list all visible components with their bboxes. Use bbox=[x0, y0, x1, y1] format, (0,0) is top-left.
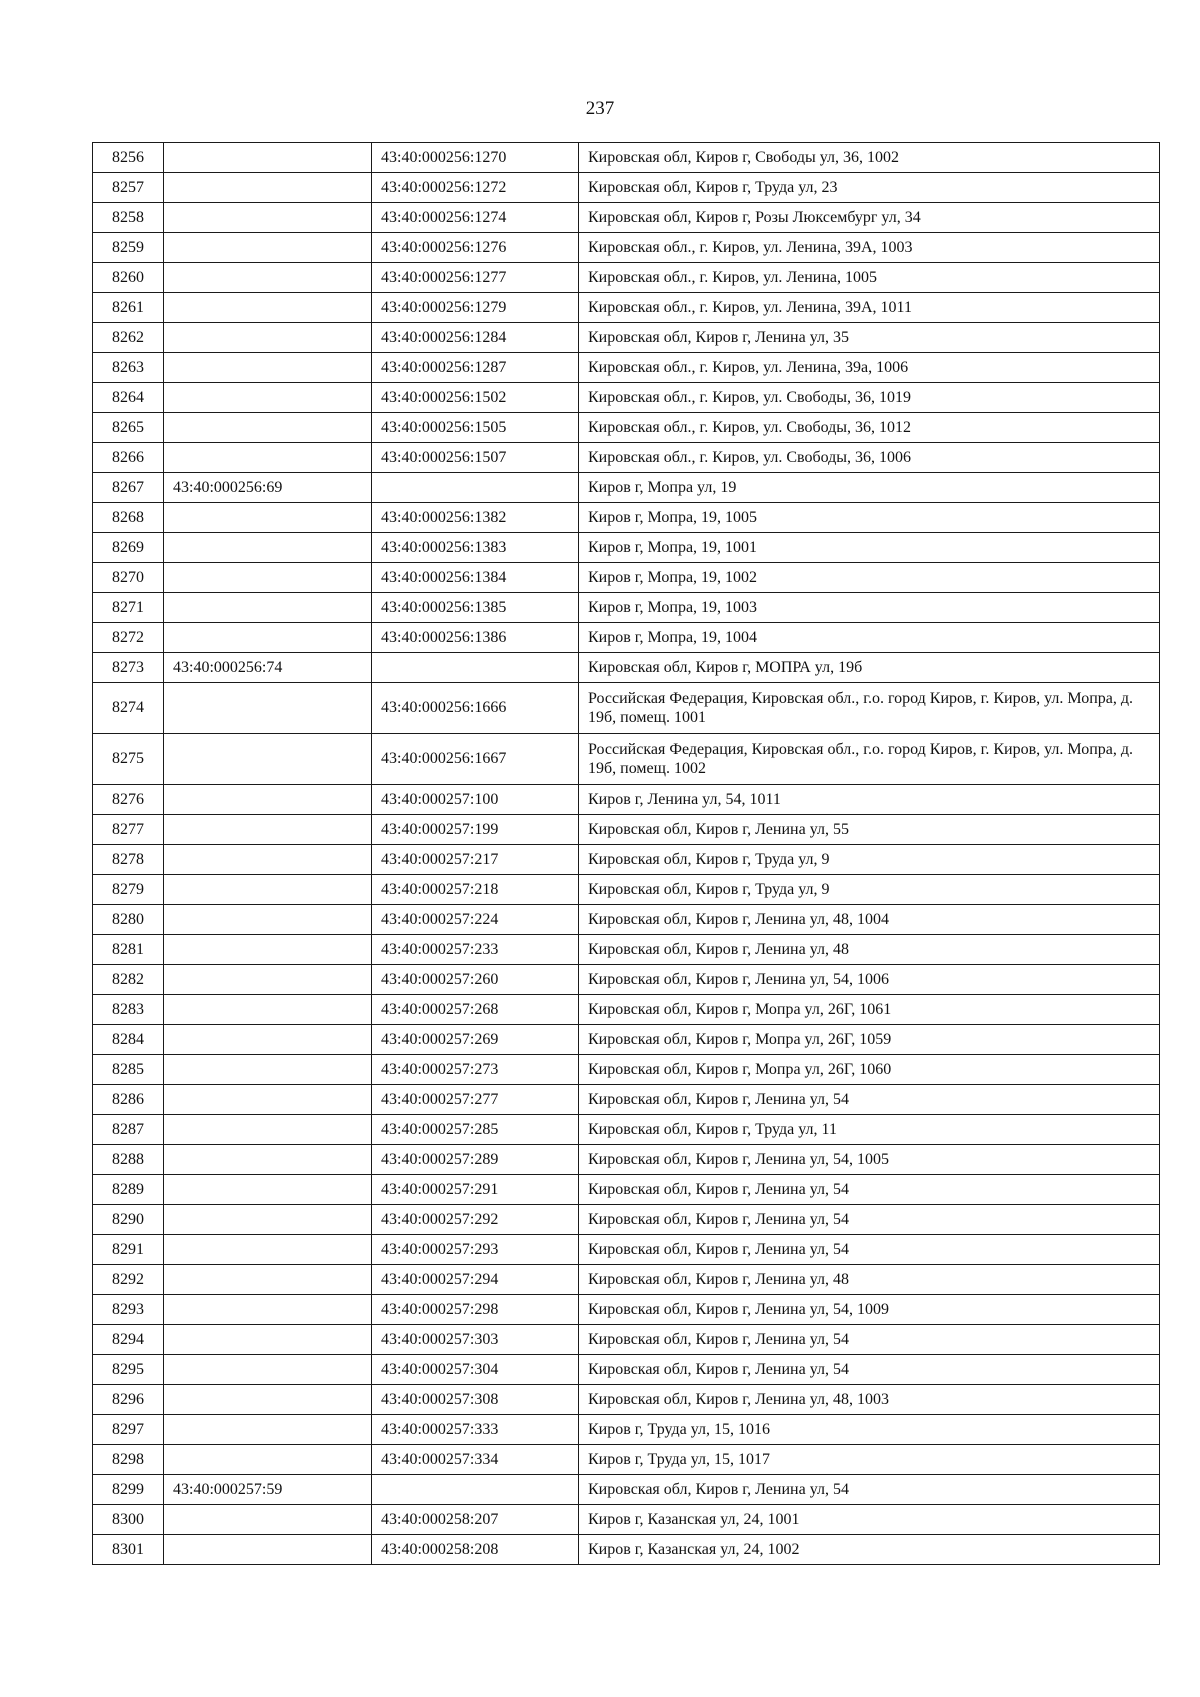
parent-cadastral-cell bbox=[164, 413, 372, 443]
parent-cadastral-cell bbox=[164, 503, 372, 533]
row-number-cell: 8301 bbox=[93, 1535, 164, 1565]
row-number-cell: 8296 bbox=[93, 1385, 164, 1415]
row-number-cell: 8280 bbox=[93, 905, 164, 935]
parent-cadastral-cell bbox=[164, 353, 372, 383]
registry-table bbox=[92, 142, 1160, 1565]
address-cell: Кировская обл, Киров г, Ленина ул, 54 bbox=[579, 1205, 1160, 1235]
table-row bbox=[93, 143, 1160, 173]
address-cell: Кировская обл, Киров г, Ленина ул, 54, 1009 bbox=[579, 1295, 1160, 1325]
cadastral-number-cell: 43:40:000256:1383 bbox=[372, 533, 579, 563]
row-number-cell: 8288 bbox=[93, 1145, 164, 1175]
row-number-cell: 8277 bbox=[93, 815, 164, 845]
table-row bbox=[93, 1145, 1160, 1175]
table-row bbox=[93, 1235, 1160, 1265]
address-cell: Кировская обл, Киров г, Труда ул, 11 bbox=[579, 1115, 1160, 1145]
cadastral-number-cell: 43:40:000256:1270 bbox=[372, 143, 579, 173]
cadastral-number-cell: 43:40:000256:1274 bbox=[372, 203, 579, 233]
parent-cadastral-cell bbox=[164, 1355, 372, 1385]
table-row bbox=[93, 1085, 1160, 1115]
parent-cadastral-cell bbox=[164, 1505, 372, 1535]
cadastral-number-cell: 43:40:000256:1502 bbox=[372, 383, 579, 413]
row-number-cell: 8292 bbox=[93, 1265, 164, 1295]
cadastral-number-cell: 43:40:000256:1284 bbox=[372, 323, 579, 353]
cadastral-number-cell: 43:40:000257:304 bbox=[372, 1355, 579, 1385]
table-row bbox=[93, 1205, 1160, 1235]
table-row bbox=[93, 1265, 1160, 1295]
table-row bbox=[93, 323, 1160, 353]
table-row bbox=[93, 1025, 1160, 1055]
parent-cadastral-cell bbox=[164, 1445, 372, 1475]
address-cell: Кировская обл., г. Киров, ул. Свободы, 36, 1019 bbox=[579, 383, 1160, 413]
table-row bbox=[93, 623, 1160, 653]
address-cell: Кировская обл, Киров г, Ленина ул, 54 bbox=[579, 1325, 1160, 1355]
row-number-cell: 8283 bbox=[93, 995, 164, 1025]
parent-cadastral-cell bbox=[164, 623, 372, 653]
cadastral-number-cell: 43:40:000256:1507 bbox=[372, 443, 579, 473]
table-row bbox=[93, 203, 1160, 233]
row-number-cell: 8263 bbox=[93, 353, 164, 383]
table-row bbox=[93, 1295, 1160, 1325]
table-row bbox=[93, 1475, 1160, 1505]
cadastral-number-cell: 43:40:000257:218 bbox=[372, 875, 579, 905]
table-row bbox=[93, 293, 1160, 323]
row-number-cell: 8281 bbox=[93, 935, 164, 965]
row-number-cell: 8264 bbox=[93, 383, 164, 413]
row-number-cell: 8268 bbox=[93, 503, 164, 533]
table-row bbox=[93, 935, 1160, 965]
row-number-cell: 8286 bbox=[93, 1085, 164, 1115]
row-number-cell: 8270 bbox=[93, 563, 164, 593]
parent-cadastral-cell bbox=[164, 233, 372, 263]
row-number-cell: 8276 bbox=[93, 785, 164, 815]
parent-cadastral-cell bbox=[164, 293, 372, 323]
table-row bbox=[93, 1445, 1160, 1475]
parent-cadastral-cell bbox=[164, 323, 372, 353]
cadastral-number-cell: 43:40:000257:308 bbox=[372, 1385, 579, 1415]
address-cell: Кировская обл, Киров г, Мопра ул, 26Г, 1060 bbox=[579, 1055, 1160, 1085]
cadastral-number-cell: 43:40:000257:289 bbox=[372, 1145, 579, 1175]
table-row bbox=[93, 263, 1160, 293]
row-number-cell: 8300 bbox=[93, 1505, 164, 1535]
address-cell: Кировская обл, Киров г, Мопра ул, 26Г, 1059 bbox=[579, 1025, 1160, 1055]
table-row bbox=[93, 593, 1160, 623]
address-cell: Кировская обл, Киров г, Ленина ул, 54 bbox=[579, 1475, 1160, 1505]
table-row bbox=[93, 563, 1160, 593]
parent-cadastral-cell bbox=[164, 785, 372, 815]
parent-cadastral-cell bbox=[164, 815, 372, 845]
cadastral-number-cell: 43:40:000257:260 bbox=[372, 965, 579, 995]
address-cell: Киров г, Мопра, 19, 1001 bbox=[579, 533, 1160, 563]
table-row bbox=[93, 1505, 1160, 1535]
registry-table-body bbox=[93, 143, 1160, 1565]
cadastral-number-cell: 43:40:000257:268 bbox=[372, 995, 579, 1025]
table-row bbox=[93, 1055, 1160, 1085]
parent-cadastral-cell bbox=[164, 1385, 372, 1415]
address-cell: Киров г, Мопра, 19, 1004 bbox=[579, 623, 1160, 653]
cadastral-number-cell: 43:40:000256:1276 bbox=[372, 233, 579, 263]
parent-cadastral-cell bbox=[164, 1205, 372, 1235]
row-number-cell: 8266 bbox=[93, 443, 164, 473]
address-cell: Кировская обл., г. Киров, ул. Ленина, 1005 bbox=[579, 263, 1160, 293]
cadastral-number-cell: 43:40:000257:100 bbox=[372, 785, 579, 815]
address-cell: Кировская обл., г. Киров, ул. Свободы, 36, 1006 bbox=[579, 443, 1160, 473]
cadastral-number-cell: 43:40:000256:1386 bbox=[372, 623, 579, 653]
cadastral-number-cell bbox=[372, 473, 579, 503]
table-row bbox=[93, 233, 1160, 263]
table-row bbox=[93, 1535, 1160, 1565]
address-cell: Кировская обл, Киров г, Ленина ул, 35 bbox=[579, 323, 1160, 353]
cadastral-number-cell: 43:40:000256:1279 bbox=[372, 293, 579, 323]
parent-cadastral-cell bbox=[164, 1235, 372, 1265]
row-number-cell: 8258 bbox=[93, 203, 164, 233]
address-cell: Кировская обл, Киров г, Ленина ул, 54 bbox=[579, 1355, 1160, 1385]
address-cell: Кировская обл, Киров г, Ленина ул, 48, 1004 bbox=[579, 905, 1160, 935]
cadastral-number-cell: 43:40:000257:334 bbox=[372, 1445, 579, 1475]
table-row bbox=[93, 443, 1160, 473]
parent-cadastral-cell bbox=[164, 1145, 372, 1175]
table-row bbox=[93, 734, 1160, 785]
row-number-cell: 8261 bbox=[93, 293, 164, 323]
cadastral-number-cell: 43:40:000256:1287 bbox=[372, 353, 579, 383]
row-number-cell: 8275 bbox=[93, 734, 164, 785]
row-number-cell: 8274 bbox=[93, 683, 164, 734]
table-row bbox=[93, 413, 1160, 443]
row-number-cell: 8299 bbox=[93, 1475, 164, 1505]
cadastral-number-cell: 43:40:000257:292 bbox=[372, 1205, 579, 1235]
row-number-cell: 8285 bbox=[93, 1055, 164, 1085]
row-number-cell: 8290 bbox=[93, 1205, 164, 1235]
table-row bbox=[93, 1175, 1160, 1205]
parent-cadastral-cell bbox=[164, 1535, 372, 1565]
address-cell: Кировская обл, Киров г, Ленина ул, 55 bbox=[579, 815, 1160, 845]
address-cell: Кировская обл., г. Киров, ул. Ленина, 39А, 1003 bbox=[579, 233, 1160, 263]
row-number-cell: 8284 bbox=[93, 1025, 164, 1055]
row-number-cell: 8287 bbox=[93, 1115, 164, 1145]
parent-cadastral-cell bbox=[164, 593, 372, 623]
address-cell: Кировская обл, Киров г, Ленина ул, 54, 1005 bbox=[579, 1145, 1160, 1175]
parent-cadastral-cell bbox=[164, 683, 372, 734]
address-cell: Кировская обл, Киров г, Ленина ул, 54 bbox=[579, 1235, 1160, 1265]
row-number-cell: 8259 bbox=[93, 233, 164, 263]
parent-cadastral-cell bbox=[164, 905, 372, 935]
cadastral-number-cell: 43:40:000257:333 bbox=[372, 1415, 579, 1445]
row-number-cell: 8298 bbox=[93, 1445, 164, 1475]
parent-cadastral-cell bbox=[164, 263, 372, 293]
address-cell: Кировская обл, Киров г, Свободы ул, 36, 1002 bbox=[579, 143, 1160, 173]
row-number-cell: 8297 bbox=[93, 1415, 164, 1445]
table-row bbox=[93, 173, 1160, 203]
address-cell: Киров г, Мопра ул, 19 bbox=[579, 473, 1160, 503]
row-number-cell: 8294 bbox=[93, 1325, 164, 1355]
table-row bbox=[93, 473, 1160, 503]
table-row bbox=[93, 1385, 1160, 1415]
cadastral-number-cell: 43:40:000257:269 bbox=[372, 1025, 579, 1055]
parent-cadastral-cell bbox=[164, 995, 372, 1025]
cadastral-number-cell: 43:40:000257:277 bbox=[372, 1085, 579, 1115]
address-cell: Кировская обл, Киров г, Ленина ул, 54 bbox=[579, 1085, 1160, 1115]
row-number-cell: 8273 bbox=[93, 653, 164, 683]
row-number-cell: 8295 bbox=[93, 1355, 164, 1385]
parent-cadastral-cell bbox=[164, 173, 372, 203]
address-cell: Кировская обл., г. Киров, ул. Ленина, 39а, 1006 bbox=[579, 353, 1160, 383]
cadastral-number-cell bbox=[372, 653, 579, 683]
address-cell: Киров г, Труда ул, 15, 1016 bbox=[579, 1415, 1160, 1445]
address-cell: Кировская обл, Киров г, Труда ул, 9 bbox=[579, 875, 1160, 905]
table-row bbox=[93, 1415, 1160, 1445]
address-cell: Киров г, Мопра, 19, 1005 bbox=[579, 503, 1160, 533]
table-row bbox=[93, 965, 1160, 995]
parent-cadastral-cell bbox=[164, 143, 372, 173]
row-number-cell: 8278 bbox=[93, 845, 164, 875]
cadastral-number-cell: 43:40:000256:1272 bbox=[372, 173, 579, 203]
address-cell: Кировская обл, Киров г, Мопра ул, 26Г, 1061 bbox=[579, 995, 1160, 1025]
address-cell: Киров г, Ленина ул, 54, 1011 bbox=[579, 785, 1160, 815]
row-number-cell: 8265 bbox=[93, 413, 164, 443]
cadastral-number-cell: 43:40:000257:298 bbox=[372, 1295, 579, 1325]
parent-cadastral-cell bbox=[164, 443, 372, 473]
address-cell: Кировская обл., г. Киров, ул. Свободы, 36, 1012 bbox=[579, 413, 1160, 443]
parent-cadastral-cell bbox=[164, 1415, 372, 1445]
address-cell: Киров г, Труда ул, 15, 1017 bbox=[579, 1445, 1160, 1475]
parent-cadastral-cell bbox=[164, 1265, 372, 1295]
table-row bbox=[93, 503, 1160, 533]
address-cell: Кировская обл, Киров г, Ленина ул, 54 bbox=[579, 1175, 1160, 1205]
table-row bbox=[93, 815, 1160, 845]
cadastral-number-cell: 43:40:000257:294 bbox=[372, 1265, 579, 1295]
table-row bbox=[93, 995, 1160, 1025]
table-row bbox=[93, 875, 1160, 905]
cadastral-number-cell: 43:40:000258:207 bbox=[372, 1505, 579, 1535]
address-cell: Кировская обл, Киров г, Розы Люксембург ул, 34 bbox=[579, 203, 1160, 233]
parent-cadastral-cell bbox=[164, 935, 372, 965]
cadastral-number-cell: 43:40:000257:293 bbox=[372, 1235, 579, 1265]
parent-cadastral-cell bbox=[164, 1115, 372, 1145]
table-row bbox=[93, 845, 1160, 875]
row-number-cell: 8289 bbox=[93, 1175, 164, 1205]
row-number-cell: 8260 bbox=[93, 263, 164, 293]
table-row bbox=[93, 533, 1160, 563]
address-cell: Киров г, Мопра, 19, 1003 bbox=[579, 593, 1160, 623]
address-cell: Кировская обл, Киров г, Труда ул, 9 bbox=[579, 845, 1160, 875]
cadastral-number-cell: 43:40:000257:273 bbox=[372, 1055, 579, 1085]
cadastral-number-cell: 43:40:000257:224 bbox=[372, 905, 579, 935]
row-number-cell: 8257 bbox=[93, 173, 164, 203]
cadastral-number-cell: 43:40:000256:1666 bbox=[372, 683, 579, 734]
row-number-cell: 8267 bbox=[93, 473, 164, 503]
address-cell: Российская Федерация, Кировская обл., г.о. город Киров, г. Киров, ул. Мопра, д. 19б, помещ. 1002 bbox=[579, 734, 1160, 785]
parent-cadastral-cell: 43:40:000257:59 bbox=[164, 1475, 372, 1505]
address-cell: Киров г, Казанская ул, 24, 1002 bbox=[579, 1535, 1160, 1565]
parent-cadastral-cell bbox=[164, 965, 372, 995]
table-row bbox=[93, 353, 1160, 383]
address-cell: Кировская обл, Киров г, Ленина ул, 48 bbox=[579, 1265, 1160, 1295]
address-cell: Кировская обл, Киров г, МОПРА ул, 19б bbox=[579, 653, 1160, 683]
cadastral-number-cell: 43:40:000256:1382 bbox=[372, 503, 579, 533]
row-number-cell: 8291 bbox=[93, 1235, 164, 1265]
cadastral-number-cell: 43:40:000257:217 bbox=[372, 845, 579, 875]
cadastral-number-cell: 43:40:000257:233 bbox=[372, 935, 579, 965]
parent-cadastral-cell bbox=[164, 383, 372, 413]
cadastral-number-cell: 43:40:000256:1667 bbox=[372, 734, 579, 785]
cadastral-number-cell: 43:40:000257:303 bbox=[372, 1325, 579, 1355]
parent-cadastral-cell: 43:40:000256:74 bbox=[164, 653, 372, 683]
parent-cadastral-cell bbox=[164, 845, 372, 875]
parent-cadastral-cell: 43:40:000256:69 bbox=[164, 473, 372, 503]
parent-cadastral-cell bbox=[164, 1055, 372, 1085]
parent-cadastral-cell bbox=[164, 1175, 372, 1205]
parent-cadastral-cell bbox=[164, 1025, 372, 1055]
row-number-cell: 8262 bbox=[93, 323, 164, 353]
table-row bbox=[93, 683, 1160, 734]
cadastral-number-cell: 43:40:000256:1505 bbox=[372, 413, 579, 443]
row-number-cell: 8282 bbox=[93, 965, 164, 995]
table-row bbox=[93, 1115, 1160, 1145]
cadastral-number-cell: 43:40:000256:1277 bbox=[372, 263, 579, 293]
row-number-cell: 8269 bbox=[93, 533, 164, 563]
table-row bbox=[93, 383, 1160, 413]
parent-cadastral-cell bbox=[164, 203, 372, 233]
cadastral-number-cell bbox=[372, 1475, 579, 1505]
cadastral-number-cell: 43:40:000256:1385 bbox=[372, 593, 579, 623]
row-number-cell: 8271 bbox=[93, 593, 164, 623]
address-cell: Киров г, Мопра, 19, 1002 bbox=[579, 563, 1160, 593]
row-number-cell: 8256 bbox=[93, 143, 164, 173]
row-number-cell: 8272 bbox=[93, 623, 164, 653]
address-cell: Российская Федерация, Кировская обл., г.о. город Киров, г. Киров, ул. Мопра, д. 19б, помещ. 1001 bbox=[579, 683, 1160, 734]
cadastral-number-cell: 43:40:000257:291 bbox=[372, 1175, 579, 1205]
address-cell: Кировская обл, Киров г, Ленина ул, 48 bbox=[579, 935, 1160, 965]
cadastral-number-cell: 43:40:000256:1384 bbox=[372, 563, 579, 593]
parent-cadastral-cell bbox=[164, 1295, 372, 1325]
table-row bbox=[93, 1325, 1160, 1355]
address-cell: Кировская обл, Киров г, Ленина ул, 54, 1006 bbox=[579, 965, 1160, 995]
table-row bbox=[93, 1355, 1160, 1385]
table-row bbox=[93, 905, 1160, 935]
address-cell: Кировская обл, Киров г, Труда ул, 23 bbox=[579, 173, 1160, 203]
parent-cadastral-cell bbox=[164, 734, 372, 785]
table-row bbox=[93, 653, 1160, 683]
parent-cadastral-cell bbox=[164, 563, 372, 593]
table-row bbox=[93, 785, 1160, 815]
address-cell: Кировская обл, Киров г, Ленина ул, 48, 1003 bbox=[579, 1385, 1160, 1415]
address-cell: Киров г, Казанская ул, 24, 1001 bbox=[579, 1505, 1160, 1535]
parent-cadastral-cell bbox=[164, 875, 372, 905]
address-cell: Кировская обл., г. Киров, ул. Ленина, 39А, 1011 bbox=[579, 293, 1160, 323]
parent-cadastral-cell bbox=[164, 1325, 372, 1355]
row-number-cell: 8293 bbox=[93, 1295, 164, 1325]
parent-cadastral-cell bbox=[164, 1085, 372, 1115]
cadastral-number-cell: 43:40:000257:199 bbox=[372, 815, 579, 845]
page-number: 237 bbox=[585, 98, 615, 119]
cadastral-number-cell: 43:40:000258:208 bbox=[372, 1535, 579, 1565]
cadastral-number-cell: 43:40:000257:285 bbox=[372, 1115, 579, 1145]
parent-cadastral-cell bbox=[164, 533, 372, 563]
row-number-cell: 8279 bbox=[93, 875, 164, 905]
